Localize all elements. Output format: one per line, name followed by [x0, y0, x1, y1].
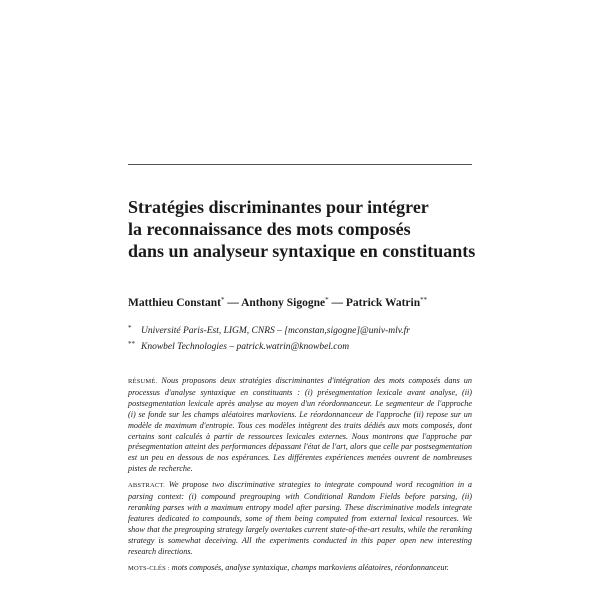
resume-text: Nous proposons deux stratégies discriminantes d'intégration des mots composés dans un processus d'analyse syntaxique en constituants : (i) présegmentation lexicale avant analyse, (ii) postsegmentation lexicale après analyse au moyen d'un réordonnanceur. Le segmenteur de l'approche (i) se fonde sur les champs aléatoires markoviens. Le réordonnanceur de l'approche (ii) repose sur un modèle de maximum d'entropie. Tous ces modèles intègrent des traits dédiés aux mots composés, dont certains sont calculés à partir de ressources lexicales externes. Nous montrons que l'approche par présegmentation atteint des performances dépassant l'état de l'art, alors que celle par postsegmentation est un peu en dessous de nos espérances. Les différentes expériences menées ouvrent de nombreuses pistes de recherche. — [128, 376, 472, 474]
author-name: Anthony Sigogne — [241, 297, 326, 309]
affiliations — [128, 322, 410, 354]
resume-label: RÉSUMÉ. — [128, 378, 158, 385]
affiliation-mark: ** — [128, 340, 135, 348]
affiliation-mark: * — [128, 324, 132, 332]
resume-paragraph — [128, 376, 472, 475]
affiliation-row — [128, 322, 410, 338]
title-line-1: Stratégies discriminantes pour intégrer — [128, 197, 429, 217]
author-mark: * — [220, 296, 225, 304]
header-rule — [128, 164, 472, 165]
author-mark: * — [325, 296, 329, 304]
abstract-text: We propose two discriminative strategies to integrate compound word recognition in a parsing context: (i) compound pregrouping with Conditional Random Fields before parsing, (ii) reranking parses with a maximum entropy model after parsing. These discriminative models integrate features dedicated to compounds, some of them being computed from external lexical resources. We show that the pregrouping strategy largely overtakes current state-of-the-art results, while the reranking strategy is somewhat deceiving. All the experiments conducted in this paper open new interesting research directions. — [128, 480, 473, 556]
paper-title — [128, 196, 488, 262]
abstract-paragraph — [128, 480, 472, 557]
abstract-label: ABSTRACT. — [128, 482, 165, 490]
abstract-block — [128, 376, 472, 579]
keywords-label: MOTS-CLÉS : — [128, 564, 170, 572]
keywords-paragraph — [128, 563, 472, 575]
author-separator: — — [224, 297, 242, 309]
author-name: Matthieu Constant — [128, 297, 221, 309]
author-mark: ** — [420, 296, 428, 304]
affiliation-text: Knowbel Technologies – patrick.watrin@knowbel.com — [141, 342, 350, 352]
author-name: Patrick Watrin — [345, 297, 421, 309]
affiliation-row — [128, 338, 410, 354]
title-line-3: dans un analyseur syntaxique en constituants — [128, 241, 476, 261]
affiliation-text: Université Paris-Est, LIGM, CNRS – [mconstan,sigogne]@univ-mlv.fr — [141, 326, 411, 336]
keywords-text: mots composés, analyse syntaxique, champs markoviens aléatoires, réordonnanceur. — [171, 562, 449, 572]
title-line-2: la reconnaissance des mots composés — [128, 219, 411, 239]
author-list — [128, 296, 427, 309]
author-separator: — — [328, 297, 346, 309]
